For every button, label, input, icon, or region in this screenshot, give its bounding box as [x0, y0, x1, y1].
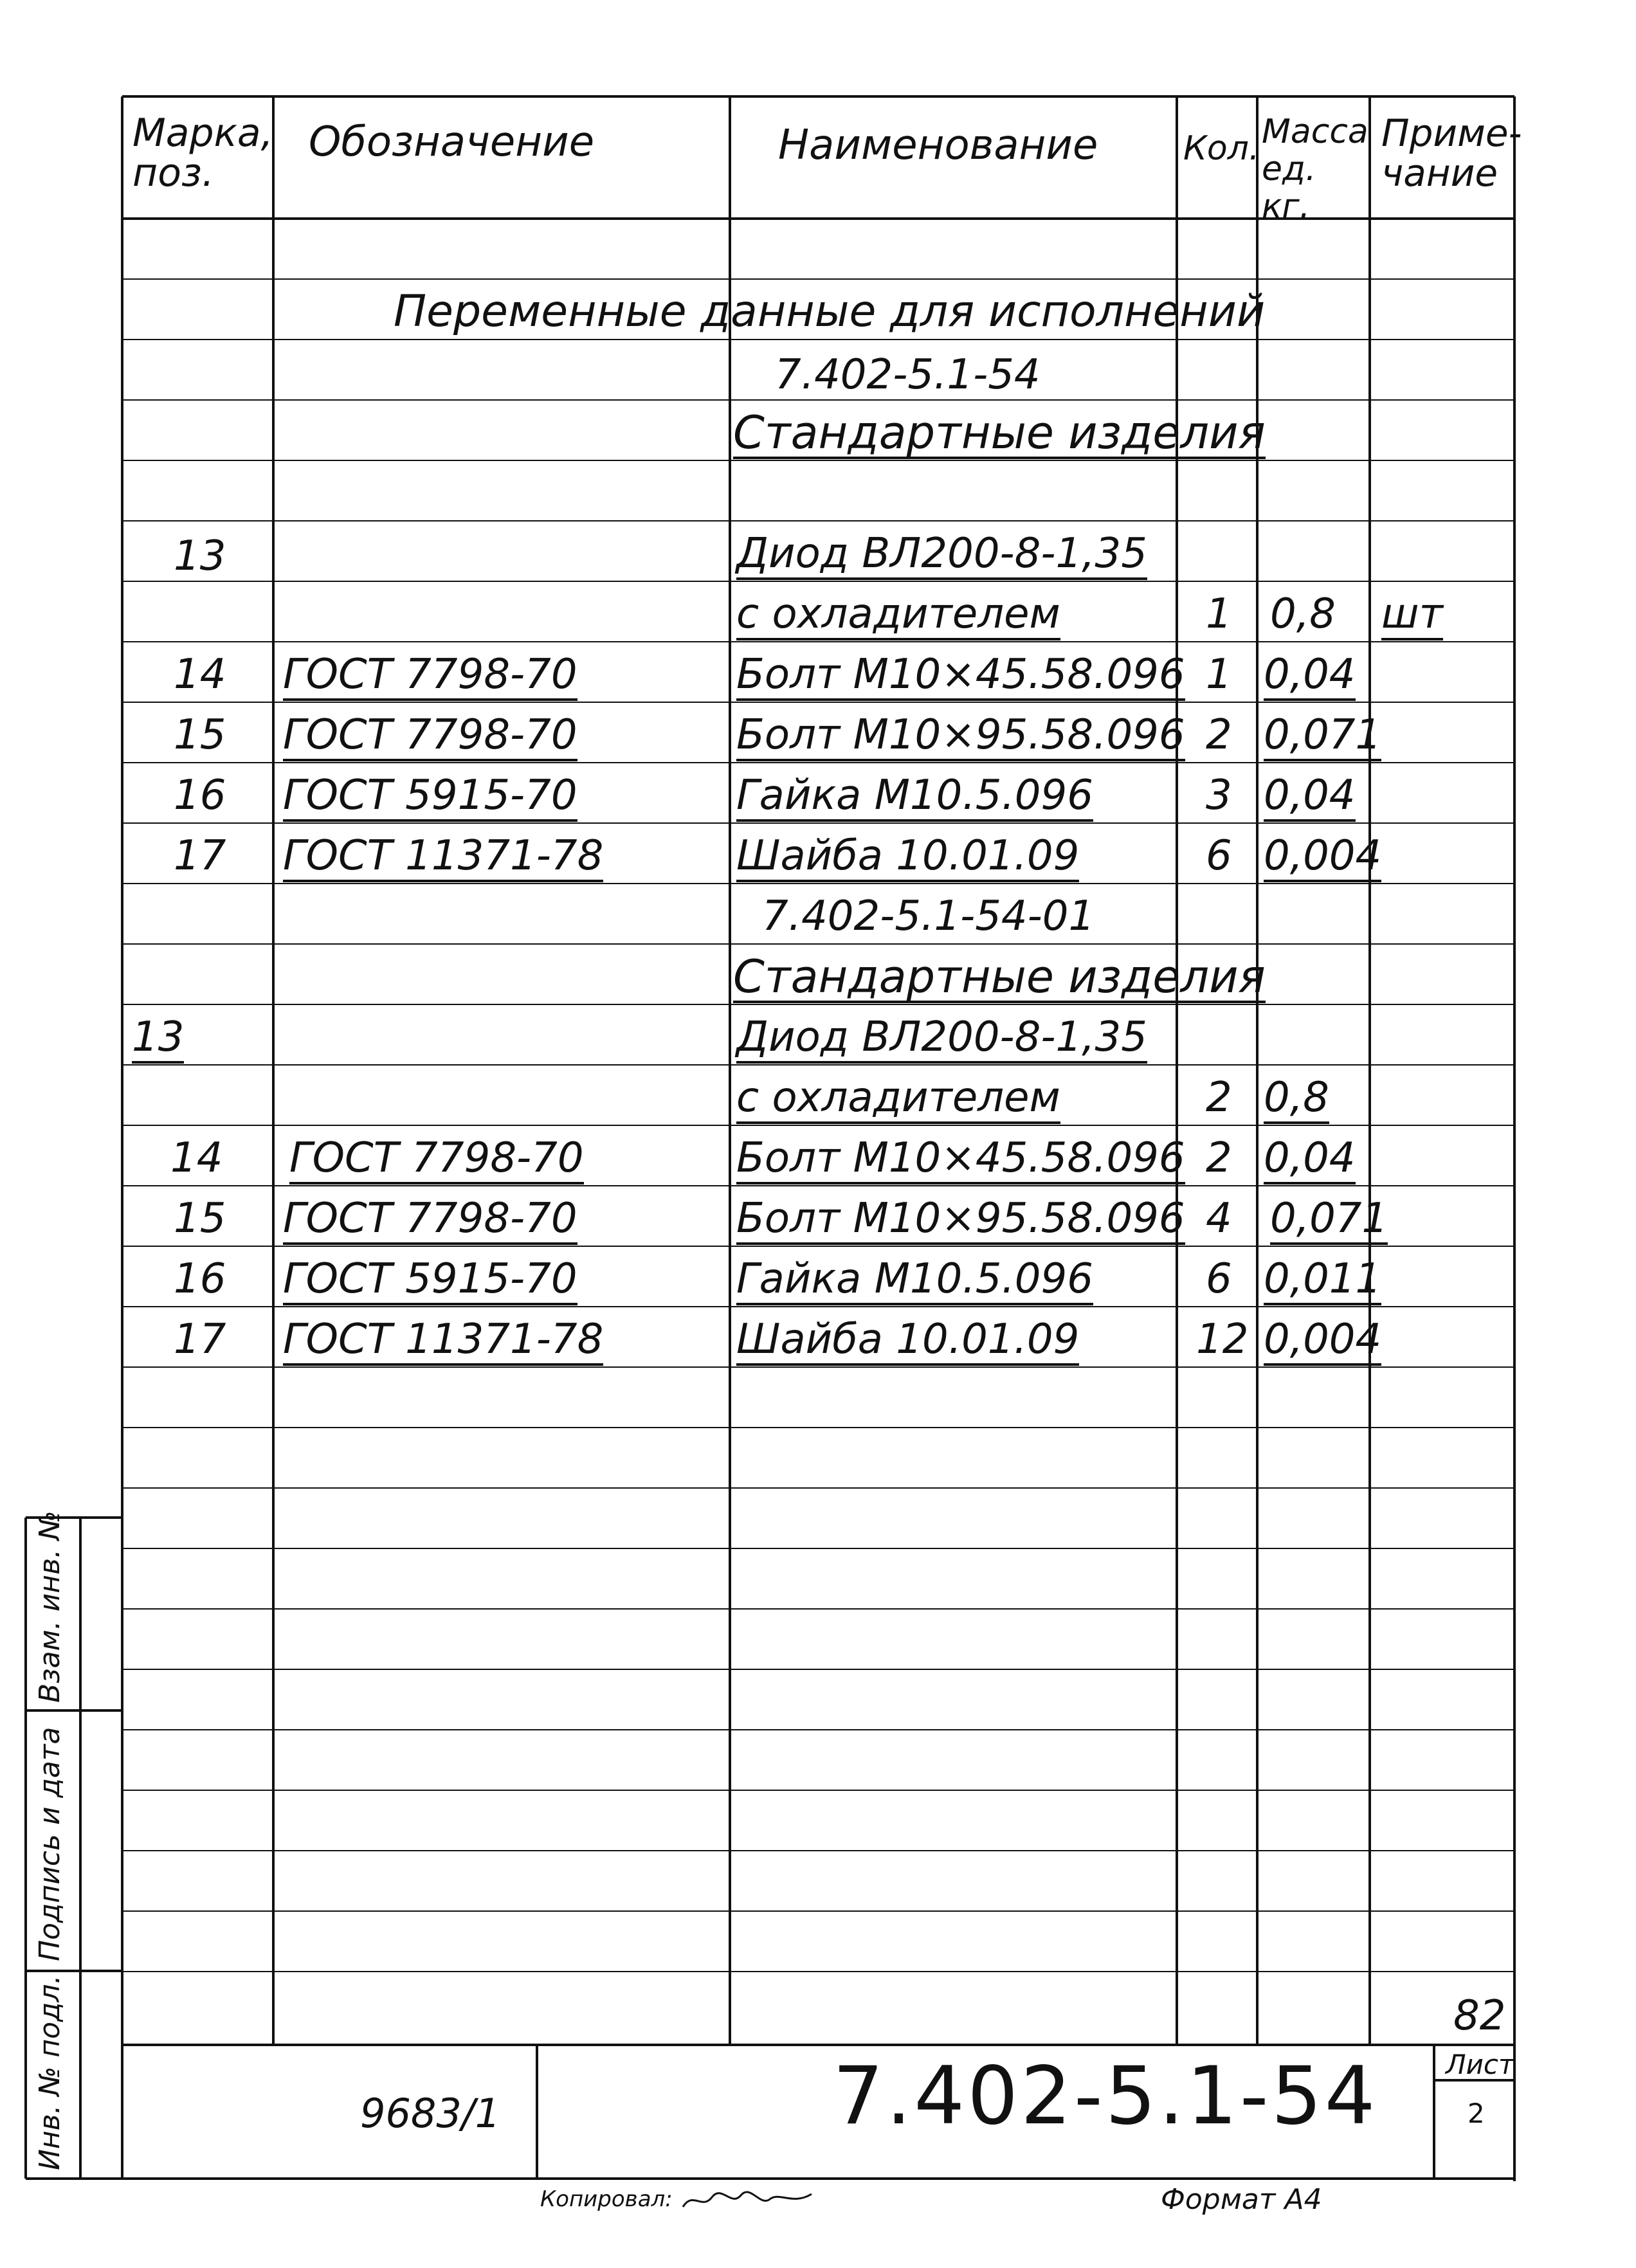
header-mass: Масса ед. кг.	[1262, 113, 1368, 226]
name-cell: Шайба 10.01.09	[736, 833, 1079, 882]
pos-cell: 14	[174, 651, 226, 698]
mass-cell: 0,04	[1264, 1136, 1356, 1184]
stamp-sign-date: Подпись и дата	[33, 1727, 66, 1961]
name-cell: Болт М10×45.58.096	[736, 1136, 1185, 1184]
pos-cell: 16	[174, 772, 226, 819]
qty-cell: 6	[1206, 832, 1232, 880]
section-title: Переменные данные для исполнений	[394, 286, 1266, 337]
variant2-heading: Стандартные изделия	[733, 950, 1266, 1003]
pos-cell: 15	[174, 1195, 226, 1242]
qty-cell: 1	[1206, 651, 1232, 698]
qty-cell: 2	[1206, 1074, 1232, 1121]
name-cell: Шайба 10.01.09	[736, 1317, 1079, 1366]
qty-cell: 3	[1206, 772, 1232, 819]
doc-code: 7.402-5.1-54	[833, 2050, 1378, 2143]
stamp-inv-orig: Инв. № подл.	[33, 1975, 66, 2170]
name-cell: с охладителем	[736, 592, 1060, 640]
variant2-code: 7.402-5.1-54-01	[762, 893, 1095, 940]
qty-cell: 4	[1206, 1195, 1232, 1242]
name-cell: Гайка М10.5.096	[736, 773, 1093, 822]
designation-cell: ГОСТ 7798-70	[283, 652, 577, 701]
mass-cell: 0,004	[1264, 833, 1381, 882]
name-cell: Диод ВЛ200-8-1,35	[736, 1015, 1147, 1064]
title-number: 9683/1	[360, 2090, 501, 2137]
designation-cell: ГОСТ 11371-78	[283, 833, 603, 882]
sheet-label: Лист	[1446, 2049, 1514, 2080]
mass-cell: 0,004	[1264, 1317, 1381, 1366]
designation-cell: ГОСТ 7798-70	[289, 1136, 584, 1184]
designation-cell: ГОСТ 7798-70	[283, 1196, 577, 1245]
copier-signature	[680, 2188, 815, 2213]
name-cell: Болт М10×95.58.096	[736, 712, 1185, 761]
sheet-number: 2	[1468, 2098, 1485, 2129]
designation-cell: ГОСТ 5915-70	[283, 773, 577, 822]
qty-cell: 2	[1206, 1134, 1232, 1182]
designation-cell: ГОСТ 5915-70	[283, 1256, 577, 1305]
name-cell: Диод ВЛ200-8-1,35	[736, 531, 1147, 580]
designation-cell: ГОСТ 11371-78	[283, 1317, 603, 1366]
qty-cell: 2	[1206, 711, 1232, 759]
header-name: Наименование	[778, 122, 1098, 169]
designation-cell: ГОСТ 7798-70	[283, 712, 577, 761]
mass-cell: 0,8	[1264, 1075, 1329, 1124]
mass-cell: 0,04	[1264, 652, 1356, 701]
name-cell: с охладителем	[736, 1075, 1060, 1124]
pos-cell: 17	[174, 1316, 226, 1363]
stamp-inv-swap: Взам. инв. №	[33, 1510, 66, 1703]
note-cell: шт	[1381, 592, 1443, 640]
pos-cell: 15	[174, 711, 226, 759]
variant1-heading: Стандартные изделия	[733, 406, 1266, 459]
mass-cell: 0,071	[1270, 1196, 1388, 1245]
mass-cell: 0,04	[1264, 773, 1356, 822]
mass-cell: 0,8	[1270, 590, 1336, 638]
footer-copied	[540, 2186, 815, 2213]
mass-cell: 0,071	[1264, 712, 1381, 761]
header-note: Приме- чание	[1381, 111, 1522, 195]
page-number: 82	[1453, 1992, 1506, 2040]
footer-format: Формат А4	[1161, 2183, 1322, 2216]
name-cell: Гайка М10.5.096	[736, 1256, 1093, 1305]
qty-cell: 12	[1196, 1316, 1249, 1363]
qty-cell: 1	[1206, 590, 1232, 638]
header-mark: Марка, поз.	[132, 111, 273, 195]
pos-cell: 17	[174, 832, 226, 880]
pos-cell: 13	[132, 1015, 184, 1064]
header-qty: Кол.	[1183, 129, 1260, 168]
pos-cell: 16	[174, 1255, 226, 1303]
variant1-code: 7.402-5.1-54	[775, 351, 1041, 399]
header-designation: Обозначение	[309, 118, 595, 166]
name-cell: Болт М10×45.58.096	[736, 652, 1185, 701]
mass-cell: 0,011	[1264, 1256, 1381, 1305]
pos-cell: 14	[170, 1134, 223, 1182]
name-cell: Болт М10×95.58.096	[736, 1196, 1185, 1245]
pos-cell: 13	[174, 532, 226, 580]
qty-cell: 6	[1206, 1255, 1232, 1303]
copied-label: Копировал:	[540, 2186, 673, 2212]
